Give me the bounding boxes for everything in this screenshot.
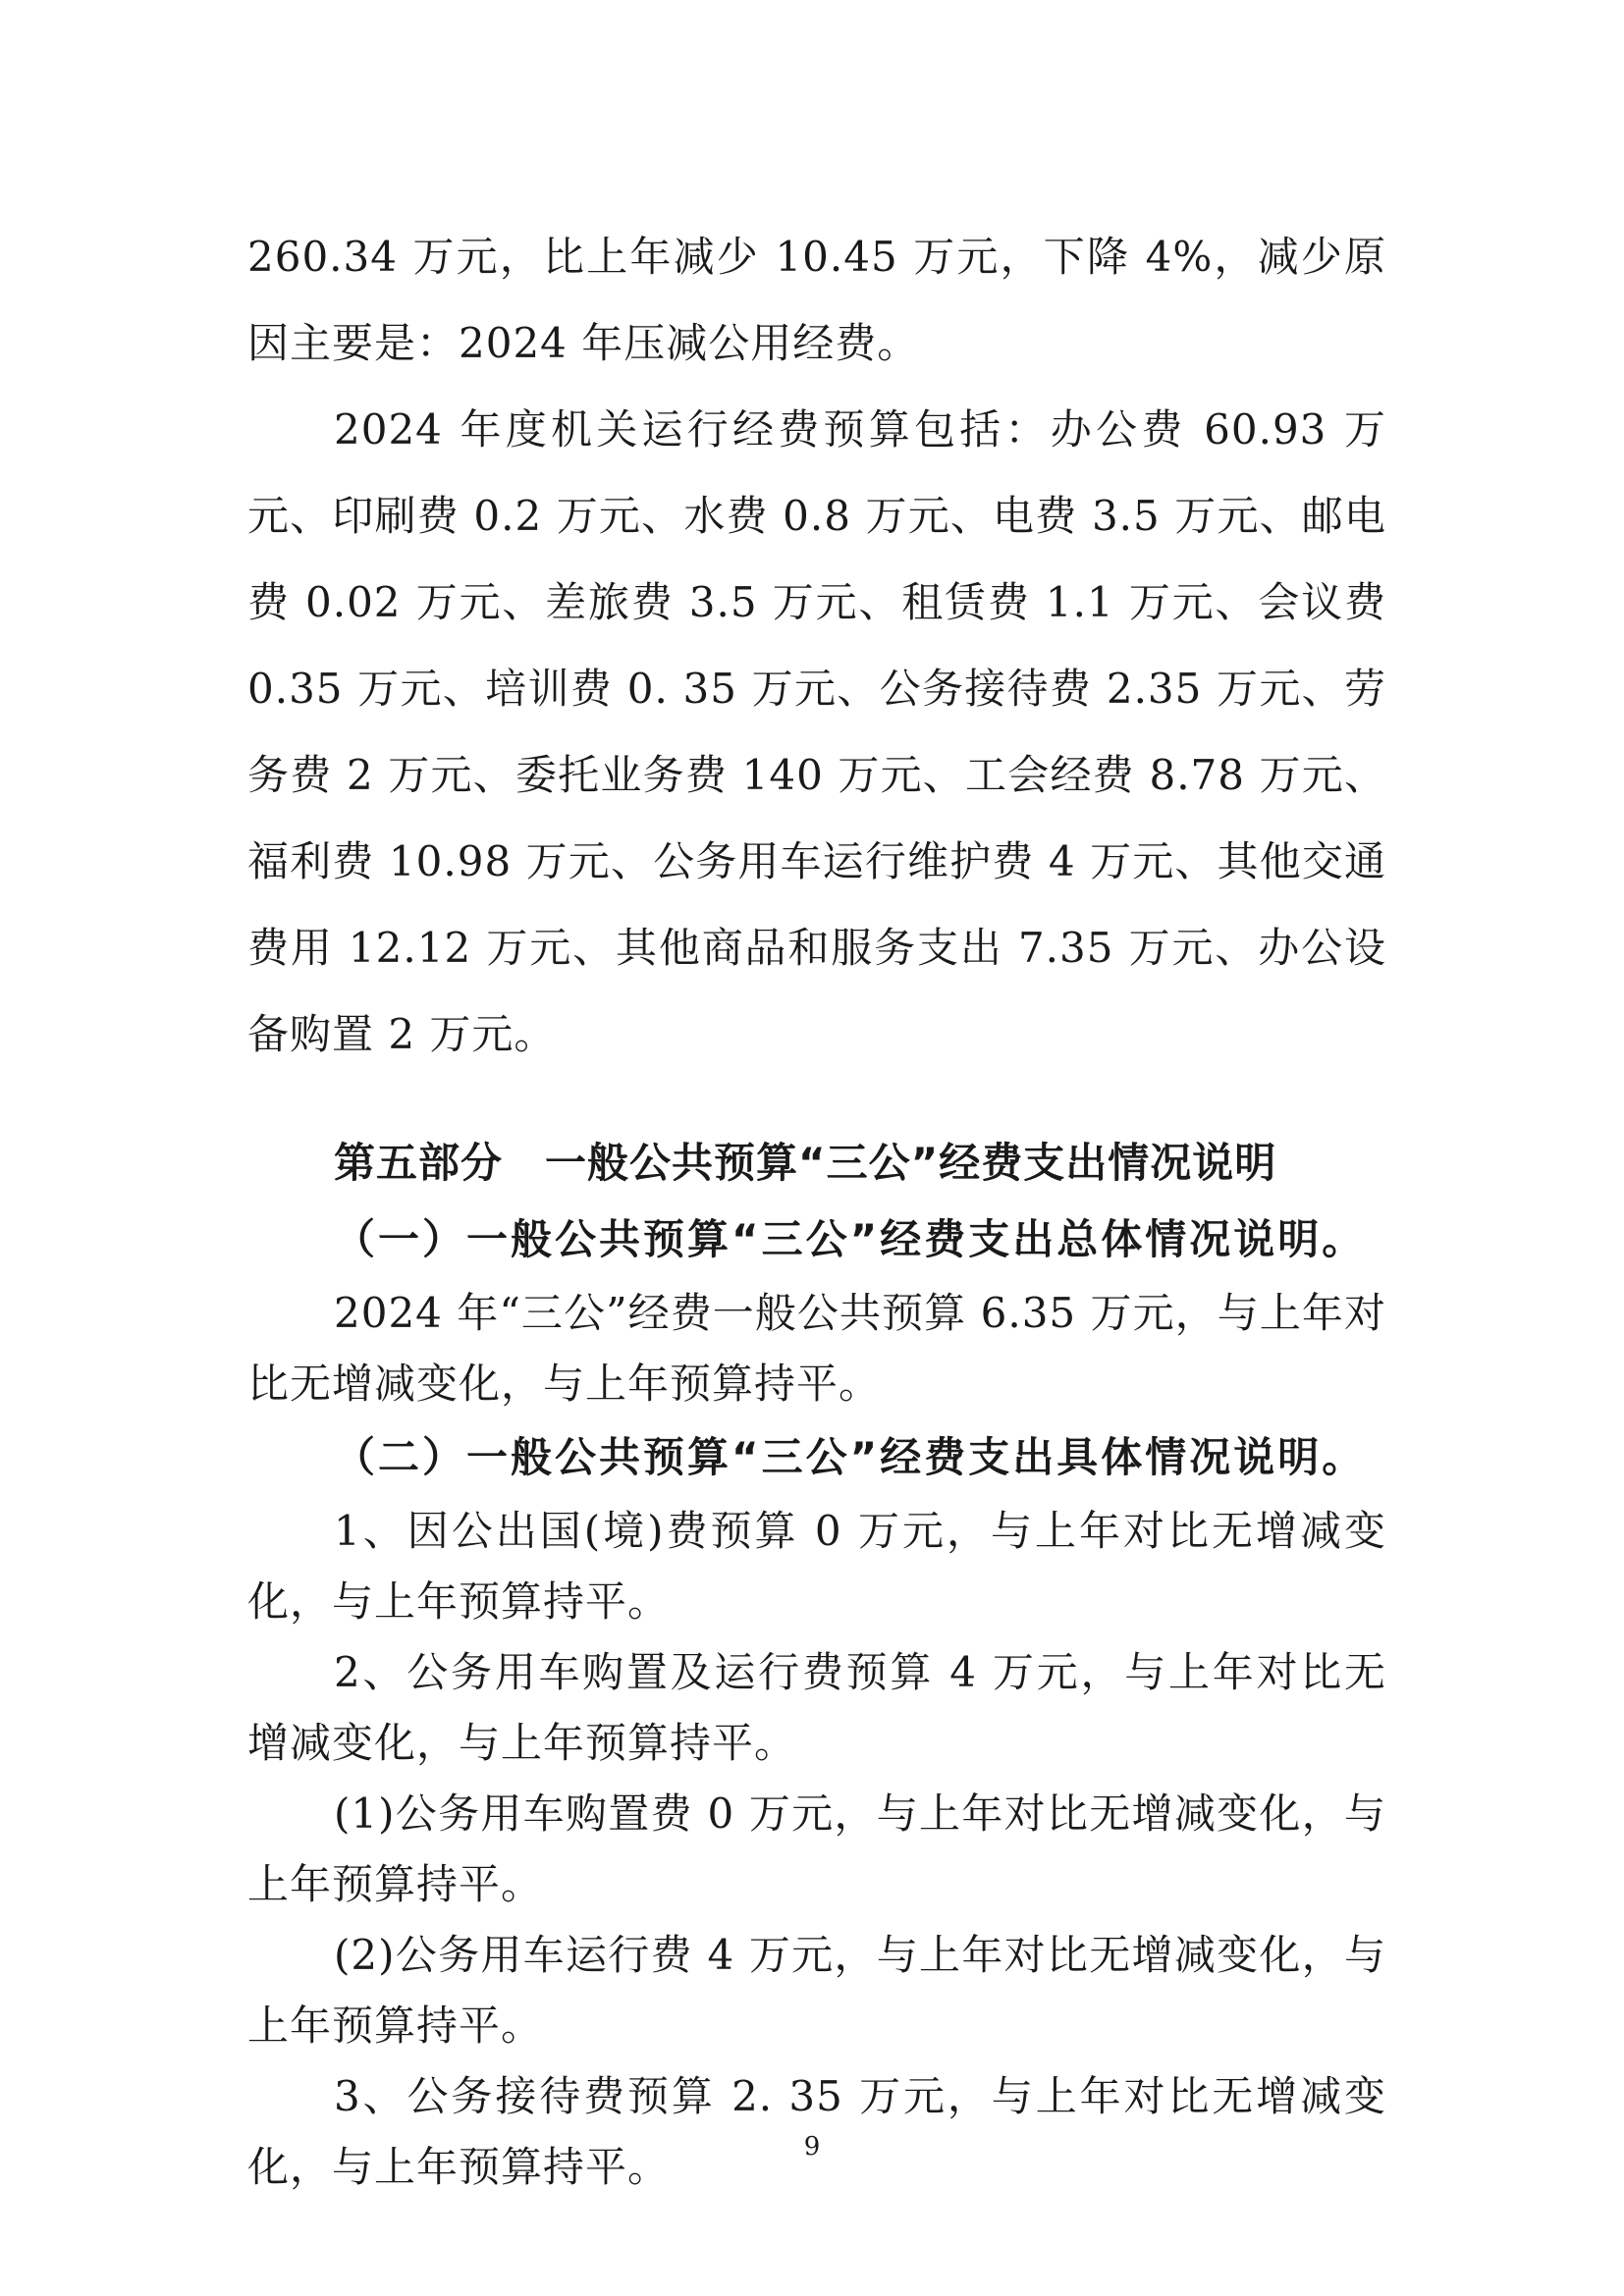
page-number: 9 (803, 2132, 821, 2162)
item-vehicle-total: 2、公务用车购置及运行费预算 4 万元，与上年对比无增减变化，与上年预算持平。 (247, 1648, 1386, 1767)
item-vehicle-purchase: (1)公务用车购置费 0 万元，与上年对比无增减变化，与上年预算持平。 (247, 1789, 1386, 1908)
section-spacer (247, 1078, 1386, 1125)
sub-heading-detail: （二）一般公共预算“三公”经费支出具体情况说明。 (334, 1433, 1367, 1481)
paragraph-reduction-reason: 260.34 万元，比上年减少 10.45 万元，下降 4%，减少原因主要是：2024 年压减公用经费。 (247, 233, 1386, 367)
part-five-heading: 第五部分 一般公共预算“三公”经费支出情况说明 (334, 1139, 1277, 1187)
paragraph-overall: 2024 年“三公”经费一般公共预算 6.35 万元，与上年对比无增减变化，与上年预算持平。 (247, 1289, 1386, 1408)
document-page (247, 214, 1386, 2203)
sub-heading-overall: （一）一般公共预算“三公”经费支出总体情况说明。 (334, 1215, 1367, 1263)
paragraph-operating-expenses: 2024 年度机关运行经费预算包括：办公费 60.93 万元、印刷费 0.2 万元、水费 0.8 万元、电费 3.5 万元、邮电费 0.02 万元、差旅费 3.5 万元、租赁费 1.1 万元、会议费 0.35 万元、培训费 0. 35 万元、公务接待费 2.35 万元、劳务费 2 万元、委托业务费 140 万元、工会经费 8.78 万元、福利费 10.98 万元、公务用车运行维护费 4 万元、其他交通费用 12.12 万元、其他商品和服务支出 7.35 万元、办公设备购置 2 万元。 (247, 405, 1386, 1058)
item-official-reception: 3、公务接待费预算 2. 35 万元，与上年对比无增减变化，与上年预算持平。 (247, 2072, 1386, 2191)
item-vehicle-operation: (2)公务用车运行费 4 万元，与上年对比无增减变化，与上年预算持平。 (247, 1931, 1386, 2050)
item-overseas-travel: 1、因公出国(境)费预算 0 万元，与上年对比无增减变化，与上年预算持平。 (247, 1507, 1386, 1626)
